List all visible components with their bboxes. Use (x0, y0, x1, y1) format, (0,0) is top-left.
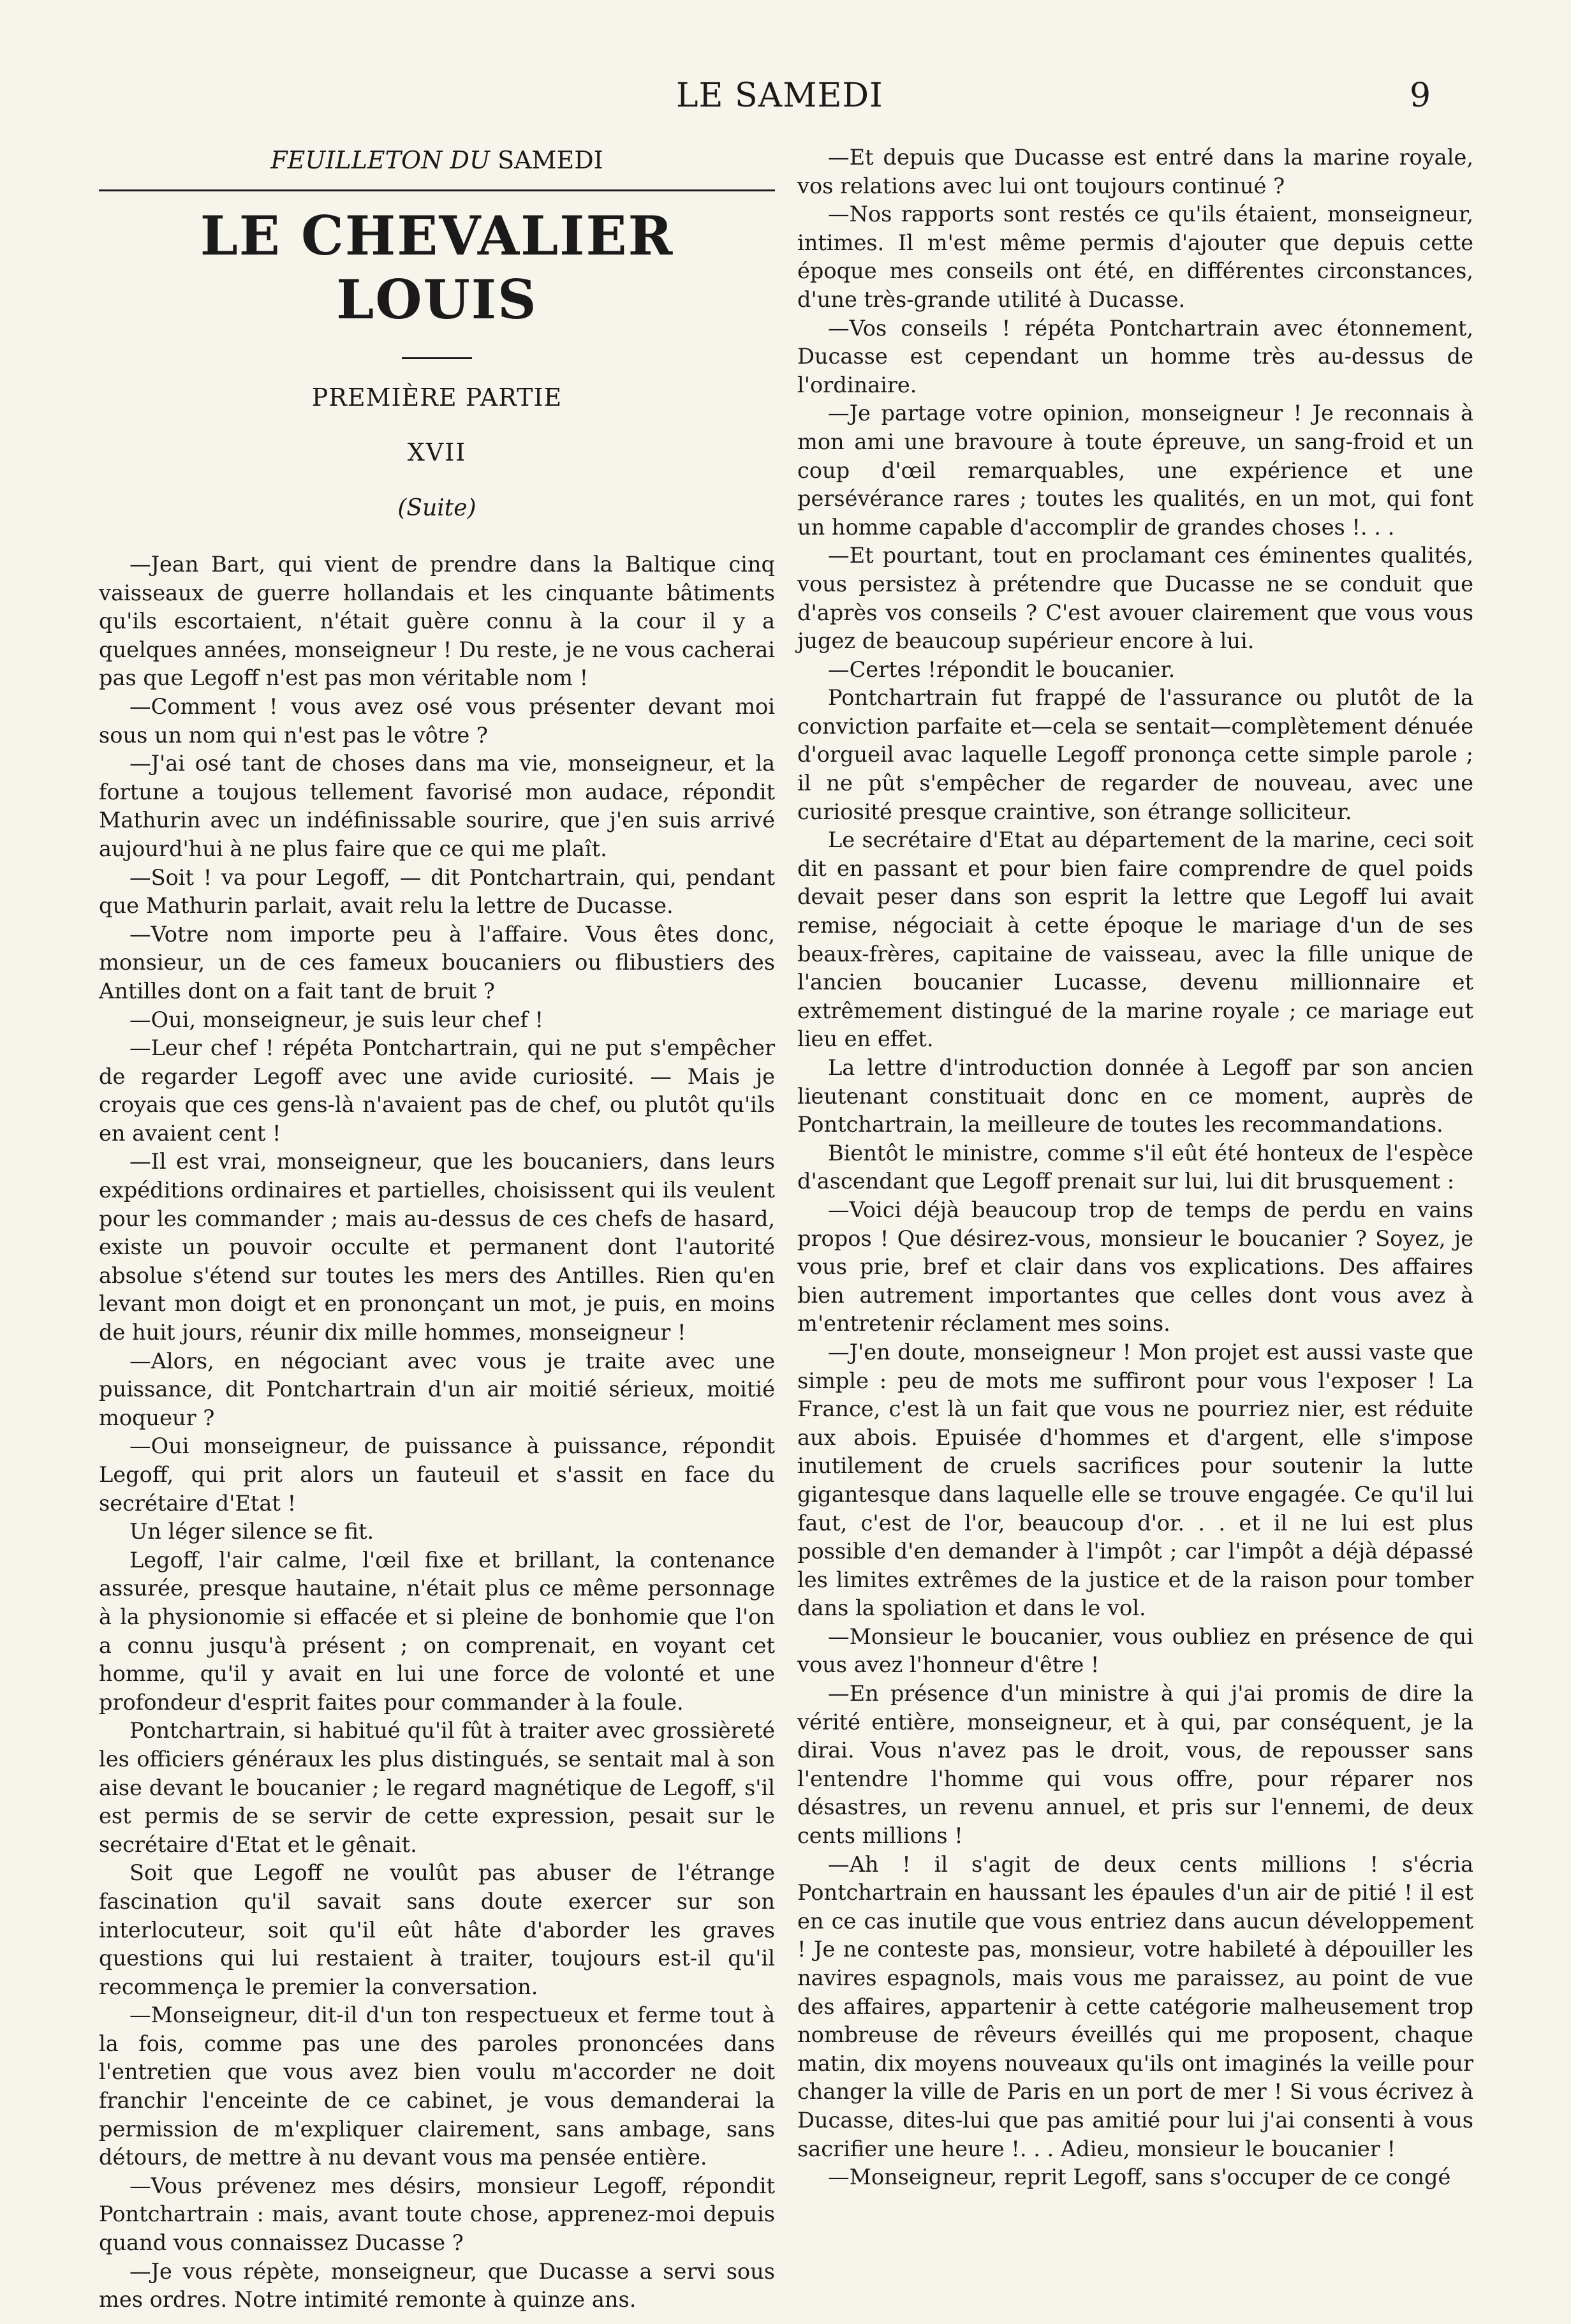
paragraph: —Oui monseigneur, de puissance à puissance, répondit Legoff, qui prit alors un fauteuil et s'assit en face du secrétaire d'Etat ! (99, 1433, 775, 1516)
heading-rule (99, 189, 775, 191)
paragraph: —Vous prévenez mes désirs, monsieur Legoff, répondit Pontchartrain : mais, avant toute chose, apprenez-moi depuis quand vous connaissez Ducasse ? (99, 2173, 775, 2256)
paragraph: —Monsieur le boucanier, vous oubliez en présence de qui vous avez l'honneur d'être ! (797, 1624, 1473, 1678)
paragraph: —Et pourtant, tout en proclamant ces éminentes qualités, vous persistez à prétendre que Ducasse ne se conduit que d'après vos conseils ? C'est avouer clairement que vous vous jugez de beaucoup supérieur encore à lui. (797, 543, 1473, 654)
paragraph: —Et depuis que Ducasse est entré dans la marine royale, vos relations avec lui ont toujours continué ? (797, 145, 1473, 198)
paragraph: Un léger silence se fit. (129, 1519, 374, 1544)
feuilleton-label-samedi: SAMEDI (498, 146, 603, 174)
part-heading: PREMIÈRE PARTIE (311, 383, 563, 411)
paragraph: Bientôt le ministre, comme s'il eût été honteux de l'espèce d'ascendant que Legoff prenait sur lui, lui dit brusquement : (797, 1140, 1473, 1194)
paragraph: —Monseigneur, reprit Legoff, sans s'occuper de ce congé (828, 2165, 1451, 2190)
running-head (0, 77, 1571, 128)
left-column (99, 144, 775, 2314)
paragraph: Soit que Legoff ne voulût pas abuser de l'étrange fascination qu'il savait sans doute exercer sur son interlocuteur, soit qu'il eût hâte d'aborder les graves questions qui lui restaient à traiter, toujours est-il qu'il recommença le premier la conversation. (99, 1860, 775, 1999)
paragraph: —Nos rapports sont restés ce qu'ils étaient, monseigneur, intimes. Il m'est même permis d'ajouter que depuis cette époque mes conseils ont été, en différentes circonstances, d'une très-grande utilité à Ducasse. (797, 202, 1473, 312)
suite-label: (Suite) (397, 495, 476, 521)
paragraph: —Vos conseils ! répéta Pontchartrain avec étonnement, Ducasse est cependant un homme très au-dessus de l'ordinaire. (797, 315, 1473, 397)
paragraph: —J'en doute, monseigneur ! Mon projet est aussi vaste que simple : peu de mots me suffiront pour vous l'exposer ! La France, c'est là un fait que vous ne pourriez nier, est réduite aux abois. Epuisée d'hommes et d'argent, elle s'impose inutilement de cruels sacrifices pour soutenir la lutte gigantesque dans laquelle elle se trouve engagée. Ce qu'il lui faut, c'est de l'or, beaucoup d'or. . . et il ne lui est plus possible d'en demander à l'impôt ; car l'impôt a déjà dépassé les limites extrêmes de la justice et de la raison pour tomber dans la spoliation et dans le vol. (797, 1339, 1473, 1621)
paragraph: —En présence d'un ministre à qui j'ai promis de dire la vérité entière, monseigneur, et à qui, par conséquent, je la dirai. Vous n'avez pas le droit, vous, de repousser sans l'entendre l'homme qui vous offre, pour réparer nos désastres, un revenu annuel, et pris sur l'ennemi, de deux cents millions ! (797, 1681, 1473, 1849)
paragraph: —J'ai osé tant de choses dans ma vie, monseigneur, et la fortune a toujous tellement favorisé mon audace, répondit Mathurin avec un indéfinissable sourire, que j'en suis arrivé aujourd'hui à ne plus faire que ce qui me plaît. (99, 751, 775, 861)
paragraph: —Voici déjà beaucoup trop de temps de perdu en vains propos ! Que désirez-vous, monsieur le boucanier ? Soyez, je vous prie, bref et clair dans vos explications. Des affaires bien autrement importantes que celles dont vous avez à m'entretenir réclament mes soins. (797, 1197, 1473, 1336)
paragraph: Pontchartrain, si habitué qu'il fût à traiter avec grossièreté les officiers généraux les plus distingués, se sentait mal à son aise devant le boucanier ; le regard magnétique de Legoff, s'il est permis de se servir de cette expression, pesait sur le secrétaire d'Etat et le gênait. (99, 1718, 775, 1857)
paragraph: La lettre d'introduction donnée à Legoff par son ancien lieutenant constituait donc en ce moment, auprès de Pontchartrain, la meilleure de toutes les recommandations. (797, 1055, 1473, 1137)
paragraph: Legoff, l'air calme, l'œil fixe et brillant, la contenance assurée, presque hautaine, n'était plus ce même personnage à la physionomie si effacée et si pleine de bonhomie que l'on a connu jusqu'à présent ; on comprenait, en voyant cet homme, qu'il y avait en lui une force de volonté et une profondeur d'esprit faites pour commander à la foule. (99, 1547, 775, 1715)
title-divider (402, 357, 472, 359)
paragraph: —Leur chef ! répéta Pontchartrain, qui ne put s'empêcher de regarder Legoff avec une avide curiosité. — Mais je croyais que ces gens-là n'avaient pas de chef, ou plutôt qu'ils en avaient cent ! (99, 1035, 775, 1146)
right-column (797, 144, 1473, 2192)
paragraph: —Je partage votre opinion, monseigneur ! Je reconnais à mon ami une bravoure à toute épreuve, un sang-froid et un coup d'œil remarquables, une expérience et une persévérance rares ; toutes les qualités, en un mot, qui font un homme capable d'accomplir de grandes choses !. . . (797, 401, 1473, 540)
paragraph: —Alors, en négociant avec vous je traite avec une puissance, dit Pontchartrain d'un air moitié sérieux, moitié moqueur ? (99, 1348, 775, 1430)
journal-name: LE SAMEDI (676, 77, 883, 115)
paragraph: —Jean Bart, qui vient de prendre dans la Baltique cinq vaisseaux de guerre hollandais et les cinquante bâtiments qu'ils escortaient, n'était guère connu à la cour il y a quelques années, monseigneur ! Du reste, je ne vous cacherai pas que Legoff n'est pas mon véritable nom ! (99, 552, 775, 691)
paragraph: —Soit ! va pour Legoff, — dit Pontchartrain, qui, pendant que Mathurin parlait, avait relu la lettre de Ducasse. (99, 864, 775, 919)
paragraph: —Monseigneur, dit-il d'un ton respectueux et ferme tout à la fois, comme pas une des paroles prononcées dans l'entretien que vous avez bien voulu m'accorder ne doit franchir l'enceinte de ce cabinet, je vous demanderai la permission de m'expliquer clairement, sans ambage, sans détours, de mettre à nu devant vous ma pensée entière. (99, 2002, 775, 2170)
paragraph: —Certes !répondit le boucanier. (828, 656, 1176, 682)
feuilleton-label: FEUILLETON DU (270, 146, 490, 174)
paragraph: —Il est vrai, monseigneur, que les boucaniers, dans leurs expéditions ordinaires et partielles, choisissent qui ils veulent pour les commander ; mais au-dessus de ces chefs de hasard, existe un pouvoir occulte et permanent dont l'autorité absolue s'étend sur toutes les mers des Antilles. Rien qu'en levant mon doigt et en prononçant un mot, je puis, en moins de huit jours, réunir dix mille hommes, monseigneur ! (99, 1149, 775, 1345)
paragraph: —Je vous répète, monseigneur, que Ducasse a servi sous mes ordres. Notre intimité remonte à quinze ans. (99, 2258, 775, 2313)
paragraph: —Ah ! il s'agit de deux cents millions ! s'écria Pontchartrain en haussant les épaules d'un air de pitié ! il est en ce cas inutile que vous entriez dans aucun développement ! Je ne conteste pas, monsieur, votre habileté à dépouiller les navires espagnols, mais vous me paraissez, au point de vue des affaires, appartenir à cette catégorie malheusement trop nombreuse de rêveurs éveillés qui me proposent, chaque matin, dix moyens nouveaux qu'ils ont imaginés la veille pour changer la ville de Paris en un port de mer ! Si vous écrivez à Ducasse, dites-lui que pas amitié pour lui j'ai consenti à vous sacrifier une heure !. . . Adieu, monsieur le boucanier ! (797, 1851, 1473, 2161)
paragraph: Le secrétaire d'Etat au département de la marine, ceci soit dit en passant et pour bien faire comprendre de quel poids devait peser dans son esprit la lettre que Legoff lui avait remise, négociait à cette époque le mariage d'un de ses beaux-frères, capitaine de vaisseau, avec la fille unique de l'ancien boucanier Lucasse, devenu millionnaire et extrêmement distingué de la marine royale ; ce mariage eut lieu en effet. (797, 827, 1473, 1052)
chapter-number: XVII (407, 438, 467, 466)
paragraph: —Oui, monseigneur, je suis leur chef ! (129, 1007, 543, 1032)
paragraph: —Comment ! vous avez osé vous présenter devant moi sous un nom qui n'est pas le vôtre ? (99, 693, 775, 748)
feuilleton-heading (99, 144, 775, 177)
paragraph: Pontchartrain fut frappé de l'assurance ou plutôt de la conviction parfaite et—cela se sentait—complètement dénuée d'orgueil avac laquelle Legoff prononça cette simple parole ; il ne pût s'empêcher de regarder de nouveau, avec une curiosité presque craintive, son étrange solliciteur. (797, 685, 1473, 824)
story-title: LE CHEVALIER LOUIS (200, 204, 674, 331)
paragraph: —Votre nom importe peu à l'affaire. Vous êtes donc, monsieur, un de ces fameux boucaniers ou flibustiers des Antilles dont on a fait tant de bruit ? (99, 921, 775, 1003)
page-number: 9 (1410, 77, 1431, 115)
